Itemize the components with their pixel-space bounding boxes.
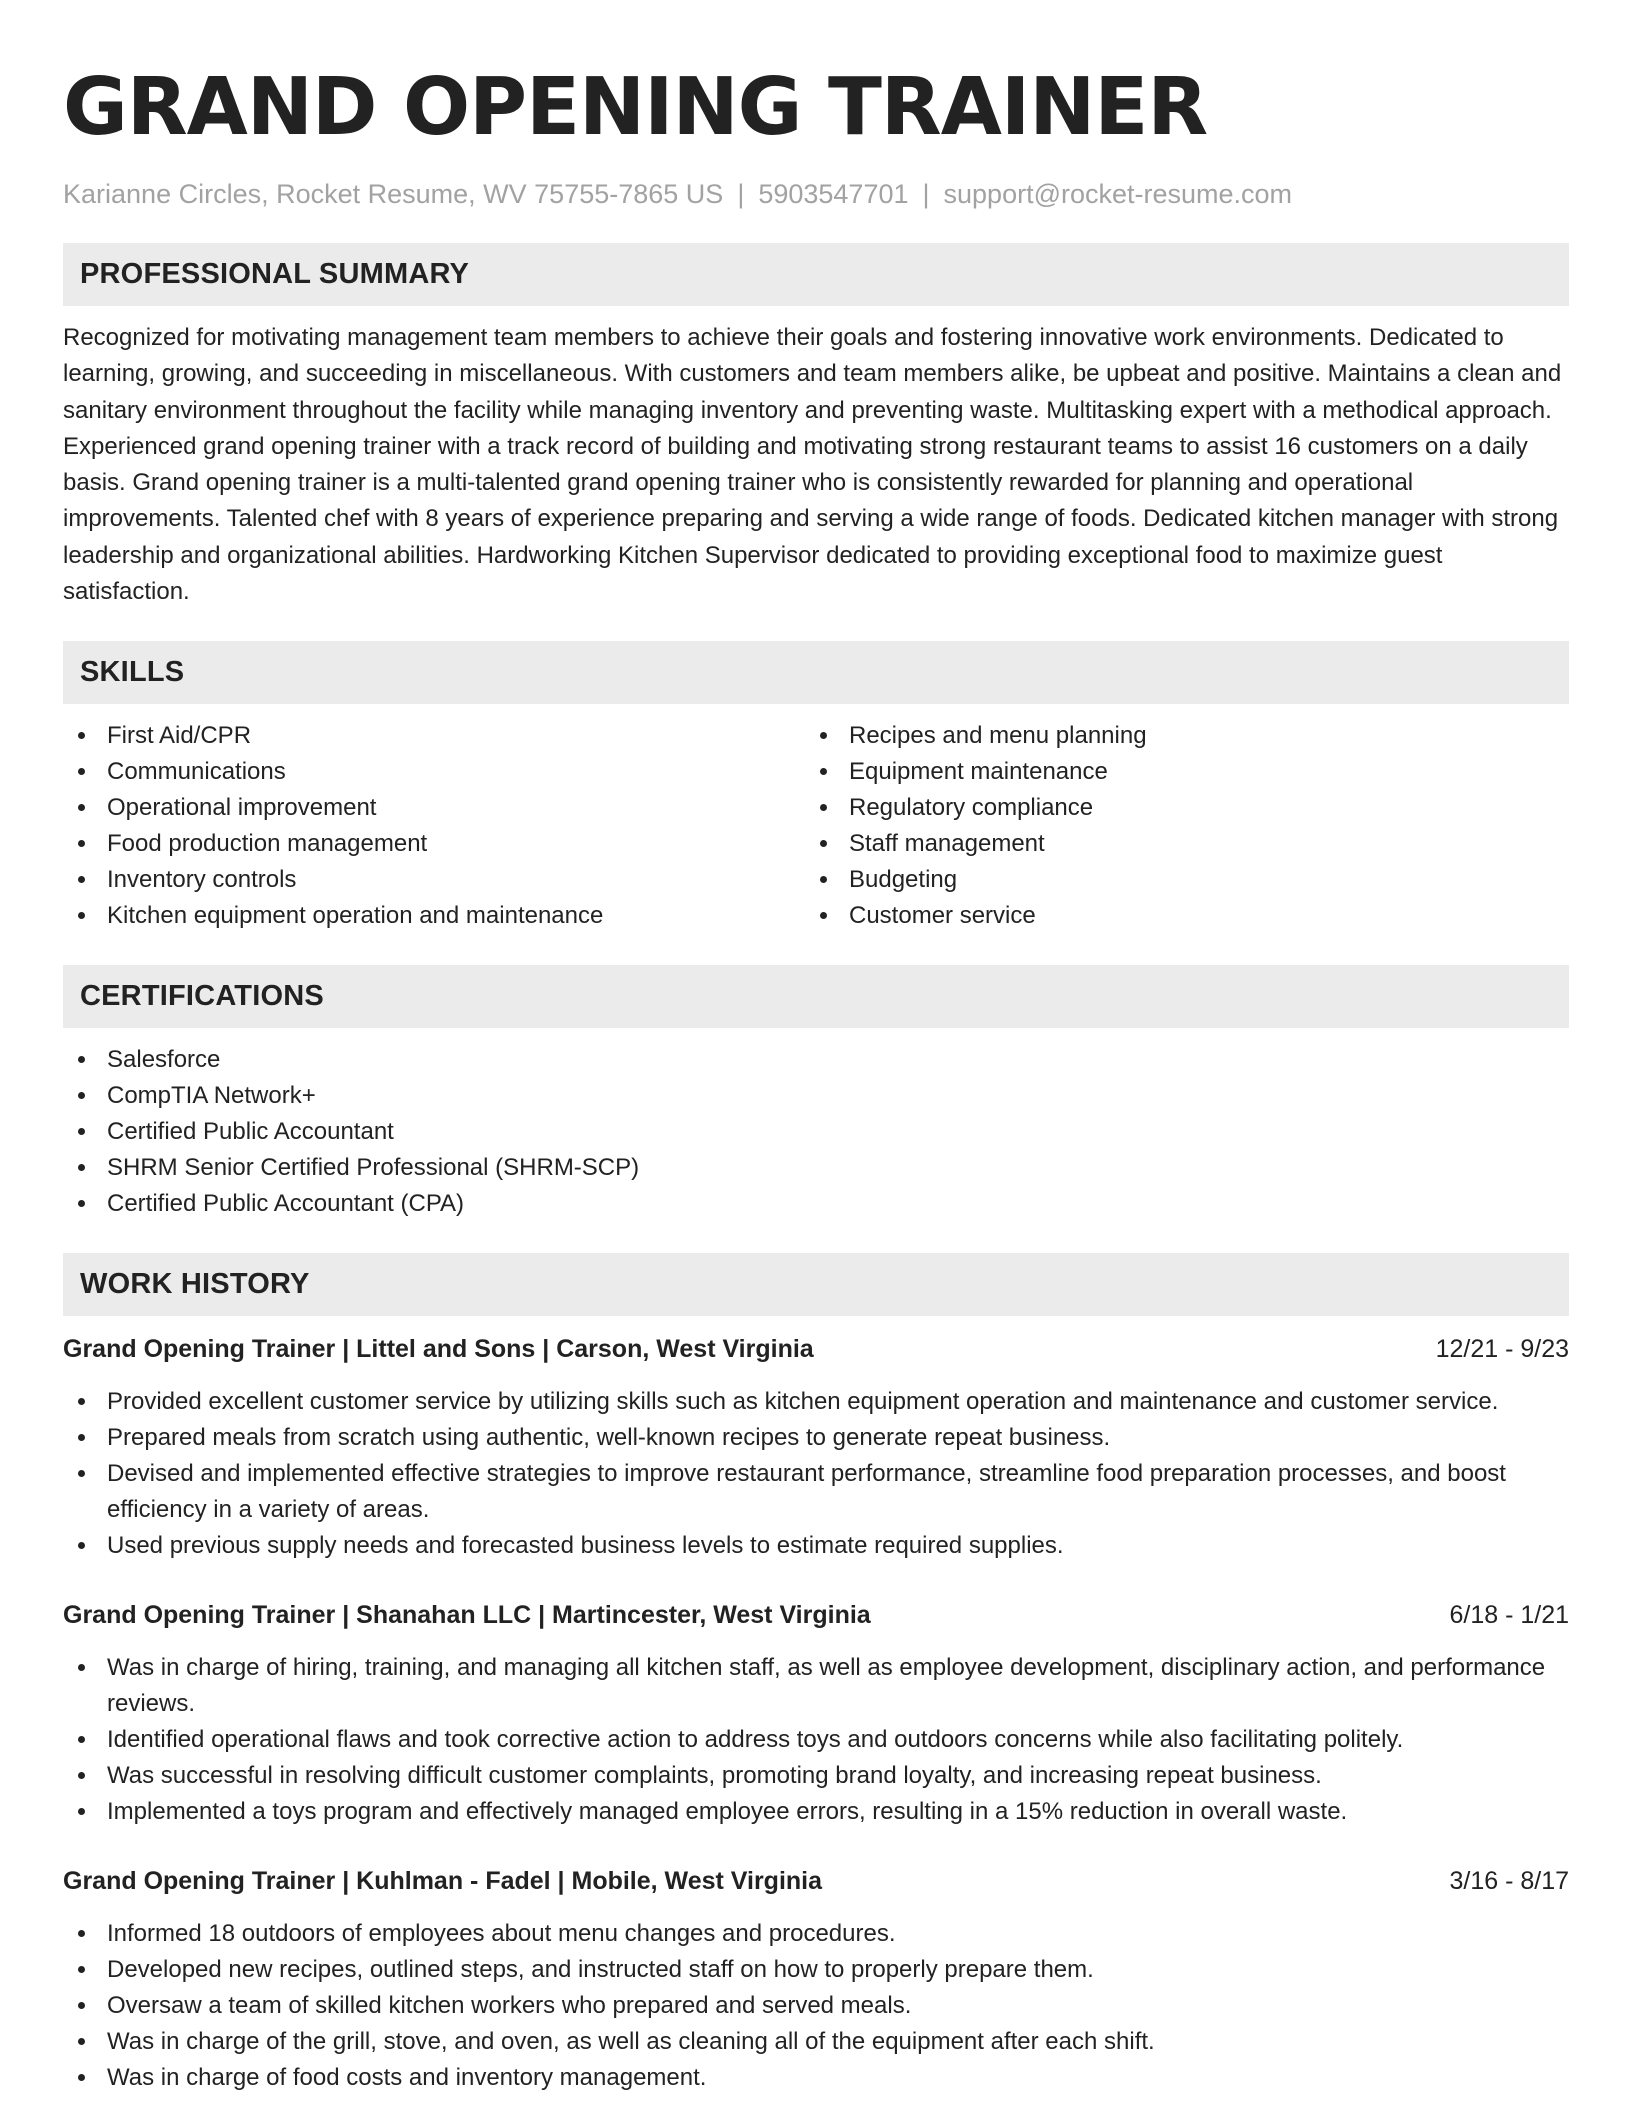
list-item-text: Equipment maintenance (849, 758, 1108, 786)
list-item (63, 862, 805, 898)
list-item (63, 1916, 1569, 1952)
list-item-text: Developed new recipes, outlined steps, and instructed staff on how to properly prepare them. (107, 1956, 1094, 1984)
list-item (805, 898, 1547, 934)
list-item-text: Salesforce (107, 1046, 221, 1074)
list-item (63, 1078, 1569, 1114)
list-item (805, 826, 1547, 862)
list-item (63, 1758, 1569, 1794)
job-entry (63, 1597, 1569, 1830)
list-item-text: Was in charge of food costs and inventory management. (107, 2064, 707, 2092)
job-header (63, 1863, 1569, 1899)
list-item (63, 1952, 1569, 1988)
list-item (63, 1186, 1569, 1222)
list-item-text: Informed 18 outdoors of employees about menu changes and procedures. (107, 1920, 896, 1948)
bullet-icon (820, 768, 827, 775)
bullet-icon (78, 876, 85, 883)
resume-title: GRAND OPENING TRAINER (63, 61, 1208, 153)
bullet-icon (78, 1092, 85, 1099)
list-item-text: Prepared meals from scratch using authentic, well-known recipes to generate repeat business. (107, 1424, 1111, 1452)
job-entry (63, 1863, 1569, 2096)
bullet-icon (78, 1966, 85, 1973)
section-header-skills: SKILLS (63, 641, 1569, 704)
list-item-text: Operational improvement (107, 794, 377, 822)
bullet-icon (78, 912, 85, 919)
section-header-summary: PROFESSIONAL SUMMARY (63, 243, 1569, 306)
list-item (63, 1794, 1569, 1830)
bullet-icon (78, 2038, 85, 2045)
list-item-text: Was in charge of hiring, training, and managing all kitchen staff, as well as employee development, disciplinary action, and performance reviews. (107, 1654, 1546, 1718)
contact-separator: | (922, 179, 930, 209)
bullet-icon (78, 1542, 85, 1549)
list-item-text: CompTIA Network+ (107, 1082, 316, 1110)
list-item (63, 1042, 1569, 1078)
list-item-text: Devised and implemented effective strategies to improve restaurant performance, streamline food preparation processes, and boost efficiency in a variety of areas. (107, 1460, 1506, 1524)
job-dates: 12/21 - 9/23 (1435, 1335, 1569, 1364)
bullet-icon (78, 1772, 85, 1779)
job-title: Grand Opening Trainer | Shanahan LLC | Martincester, West Virginia (63, 1601, 871, 1630)
bullet-icon (78, 1398, 85, 1405)
contact-separator: | (737, 179, 745, 209)
list-item (805, 790, 1547, 826)
skills-grid (63, 718, 1569, 934)
list-item (63, 1528, 1569, 1564)
skills-list-right (805, 718, 1547, 934)
list-item-text: Oversaw a team of skilled kitchen workers who prepared and served meals. (107, 1992, 912, 2020)
bullet-icon (78, 1128, 85, 1135)
bullet-icon (78, 1470, 85, 1477)
bullet-icon (78, 1200, 85, 1207)
list-item (63, 1722, 1569, 1758)
list-item-text: Certified Public Accountant (CPA) (107, 1190, 465, 1218)
list-item (63, 1150, 1569, 1186)
section-header-work-history: WORK HISTORY (63, 1253, 1569, 1316)
contact-phone: 5903547701 (758, 179, 909, 209)
contact-email: support@rocket-resume.com (943, 179, 1293, 209)
certifications-list (63, 1042, 1569, 1222)
bullet-icon (78, 1434, 85, 1441)
list-item (805, 862, 1547, 898)
job-header (63, 1331, 1569, 1367)
bullet-icon (78, 1664, 85, 1671)
bullet-icon (78, 1808, 85, 1815)
list-item (805, 754, 1547, 790)
bullet-icon (78, 840, 85, 847)
list-item (805, 718, 1547, 754)
skills-list-left (63, 718, 805, 934)
bullet-icon (78, 2074, 85, 2081)
list-item-text: Kitchen equipment operation and maintenance (107, 902, 604, 930)
list-item (63, 790, 805, 826)
list-item-text: Communications (107, 758, 286, 786)
bullet-icon (78, 768, 85, 775)
list-item-text: Certified Public Accountant (107, 1118, 394, 1146)
list-item-text: First Aid/CPR (107, 722, 252, 750)
job-entry (63, 1331, 1569, 1564)
list-item-text: Food production management (107, 830, 428, 858)
list-item (63, 754, 805, 790)
job-bullets (63, 1916, 1569, 2096)
list-item-text: Implemented a toys program and effectively managed employee errors, resulting in a 15% reduction in overall waste. (107, 1798, 1348, 1826)
bullet-icon (78, 1164, 85, 1171)
bullet-icon (78, 732, 85, 739)
list-item-text: Budgeting (849, 866, 958, 894)
list-item-text: Identified operational flaws and took corrective action to address toys and outdoors concerns while also facilitating politely. (107, 1726, 1404, 1754)
bullet-icon (78, 1930, 85, 1937)
bullet-icon (820, 804, 827, 811)
job-bullets (63, 1384, 1569, 1564)
bullet-icon (820, 732, 827, 739)
list-item-text: Was successful in resolving difficult customer complaints, promoting brand loyalty, and increasing repeat business. (107, 1762, 1322, 1790)
list-item (63, 898, 805, 934)
list-item (63, 2024, 1569, 2060)
bullet-icon (78, 1056, 85, 1063)
list-item-text: Provided excellent customer service by utilizing skills such as kitchen equipment operation and maintenance and customer service. (107, 1388, 1499, 1416)
list-item-text: Recipes and menu planning (849, 722, 1147, 750)
list-item-text: Inventory controls (107, 866, 297, 894)
bullet-icon (820, 840, 827, 847)
list-item (63, 2060, 1569, 2096)
job-dates: 6/18 - 1/21 (1449, 1601, 1569, 1630)
job-bullets (63, 1650, 1569, 1830)
list-item-text: Staff management (849, 830, 1045, 858)
list-item (63, 1988, 1569, 2024)
list-item (63, 826, 805, 862)
list-item (63, 1420, 1569, 1456)
summary-text: Recognized for motivating management team members to achieve their goals and fostering innovative work environments. Dedicated to learning, growing, and succeeding in miscellaneous. With customers and team members alike, be upbeat and positive. Maintains a clean and sanitary environment throughout the facility while managing inventory and preventing waste. Multitasking expert with a methodical approach. Experienced grand opening trainer with a track record of building and motivating strong restaurant teams to assist 16 customers on a daily basis. Grand opening trainer is a multi-talented grand opening trainer who is consistently rewarded for planning and operational improvements. Talented chef with 8 years of experience preparing and serving a wide range of foods. Dedicated kitchen manager with strong leadership and organizational abilities. Hardworking Kitchen Supervisor dedicated to providing exceptional food to maximize guest satisfaction. (63, 324, 1562, 606)
job-title: Grand Opening Trainer | Littel and Sons | Carson, West Virginia (63, 1335, 814, 1364)
bullet-icon (78, 2002, 85, 2009)
bullet-icon (78, 804, 85, 811)
list-item (63, 1384, 1569, 1420)
list-item-text: Was in charge of the grill, stove, and oven, as well as cleaning all of the equipment after each shift. (107, 2028, 1155, 2056)
list-item (63, 1650, 1569, 1722)
contact-address: Karianne Circles, Rocket Resume, WV 75755-7865 US (63, 179, 724, 209)
list-item (63, 1114, 1569, 1150)
list-item-text: Used previous supply needs and forecasted business levels to estimate required supplies. (107, 1532, 1064, 1560)
job-title: Grand Opening Trainer | Kuhlman - Fadel | Mobile, West Virginia (63, 1867, 823, 1896)
bullet-icon (78, 1736, 85, 1743)
list-item (63, 718, 805, 754)
job-dates: 3/16 - 8/17 (1449, 1867, 1569, 1896)
bullet-icon (820, 912, 827, 919)
contact-line (63, 176, 1569, 212)
bullet-icon (820, 876, 827, 883)
section-header-certifications: CERTIFICATIONS (63, 965, 1569, 1028)
list-item-text: Customer service (849, 902, 1036, 930)
list-item (63, 1456, 1569, 1528)
list-item-text: Regulatory compliance (849, 794, 1094, 822)
list-item-text: SHRM Senior Certified Professional (SHRM-SCP) (107, 1154, 640, 1182)
job-header (63, 1597, 1569, 1633)
